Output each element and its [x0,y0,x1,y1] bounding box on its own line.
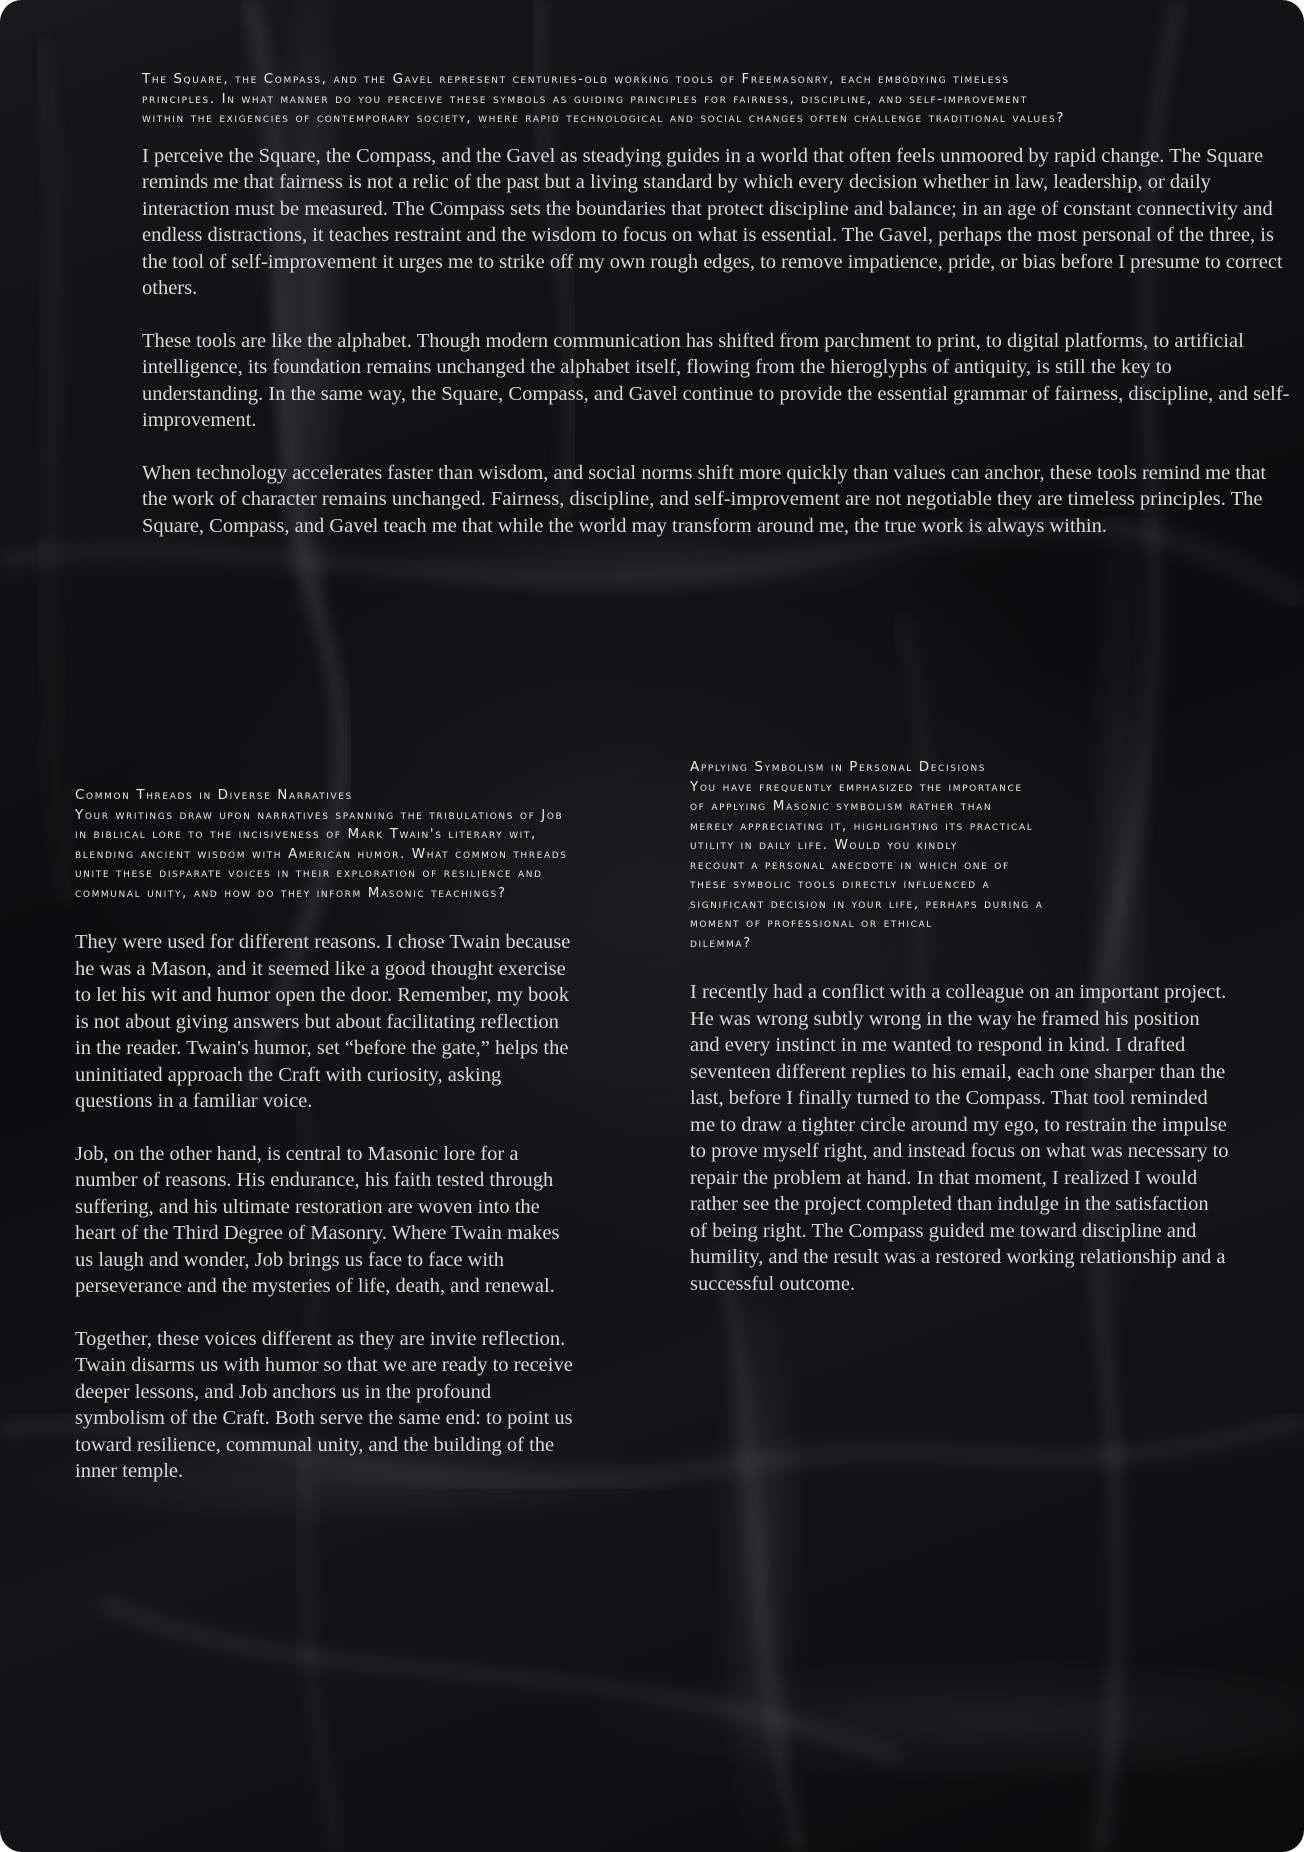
question-line: significant decision in your life, perhaps during a [690,895,1044,912]
question-answer-right [690,758,1230,1297]
answer-paragraph: They were used for different reasons. I chose Twain because he was a Mason, and it seemed like a good thought exercise to let his wit and humor open the door. Remember, my book is not about giving answers but about facilitating reflection in the reader. Twain's humor, set “before the gate,” helps the uninitiated approach the Craft with curiosity, asking questions in a familiar voice. [75,931,571,1112]
answer-paragraph: Together, these voices different as they are invite reflection. Twain disarms us with humor so that we are ready to receive deeper lessons, and Job anchors us in the profound symbolism of the Craft. Both serve the same end: to point us toward resilience, communal unity, and the building of the inner temple. [75,1327,573,1482]
answer-paragraph: Job, on the other hand, is central to Masonic lore for a number of reasons. His endurance, his faith tested through suffering, and his ultimate restoration are woven into the heart of the Third Degree of Masonry. Where Twain makes us laugh and wonder, Job brings us face to face with perseverance and the mysteries of life, death, and renewal. [75,1142,560,1297]
question-line: dilemma? [690,934,752,951]
answer-paragraph: These tools are like the alphabet. Though modern communication has shifted from parchment to print, to digital platforms, to artificial intelligence, its foundation remains unchanged the alphabet itself, flowing from the hieroglyphs of antiquity, is still the key to understanding. In the same way, the Square, Compass, and Gavel continue to provide the essential grammar of fairness, discipline, and self-improvement. [142,329,1290,431]
question-text: The Square, the Compass, and the Gavel represent centuries-old working tools of Freemasonry, each embodying timeless principles. In what manner do you perceive these symbols as guiding principles for fairness, discipline, and self-improvement within the exigencies of contemporary society, where rapid technological and social changes often challenge traditional values? [142,71,1066,126]
answer-body [690,979,1230,1297]
answer-paragraph: I perceive the Square, the Compass, and the Gavel as steadying guides in a world that often feels unmoored by rapid change. The Square reminds me that fairness is not a relic of the past but a living standard by which every decision whether in law, leadership, or daily interaction must be measured. The Compass sets the boundaries that protect discipline and balance; in an age of constant connectivity and endless distractions, it teaches restraint and the wisdom to focus on what is essential. The Gavel, perhaps the most personal of the three, is the tool of self-improvement it urges me to strike off my own rough edges, to remove impatience, pride, or bias before I presume to correct others. [142,144,1283,299]
section-title: Common Threads in Diverse Narratives [75,787,353,803]
question-line: these symbolic tools directly influenced a [690,876,991,892]
answer-paragraph: I recently had a conflict with a colleague on an important project. He was wrong subtly wrong in the way he framed his position and every instinct in me wanted to respond in kind. I drafted seventeen different replies to his email, each one sharper than the last, before I finally turned to the Compass. That tool reminded me to draw a tighter circle around my ego, to restrain the impulse to prove myself right, and instead focus on what was necessary to repair the problem at hand. In that moment, I realized I would rather see the project completed than indulge in the satisfaction of being right. The Compass guided me toward discipline and humility, and the result was a restored working relationship and a successful outcome. [690,981,1229,1295]
question-line: You have frequently emphasized the importance [690,778,1023,795]
question-answer-top [142,70,1292,539]
question-block [75,786,575,903]
question-line: of applying Masonic symbolism rather than [690,798,993,814]
question-line: merely appreciating it, highlighting its practical [690,817,1034,834]
question-line: recount a personal anecdote in which one of [690,856,1010,873]
question-text: Your writings draw upon narratives spanning the tribulations of Job in biblical lore to the incisiveness of Mark Twain's literary wit, blending ancient wisdom with American humor. What common threads unite these disparate voices in their exploration of resilience and communal unity, and how do they inform Masonic teachings? [75,806,568,901]
question-block [690,758,1210,953]
answer-body [142,143,1292,540]
question-answer-left [75,786,575,1485]
question-line: moment of professional or ethical [690,915,933,931]
question-line: utility in daily life. Would you kindly [690,837,958,853]
answer-body [75,929,575,1485]
answer-paragraph: When technology accelerates faster than wisdom, and social norms shift more quickly than values can anchor, these tools remind me that the work of character remains unchanged. Fairness, discipline, and self-improvement are not negotiable they are timeless principles. The Square, Compass, and Gavel teach me that while the world may transform around me, the true work is always within. [142,461,1267,537]
section-title: Applying Symbolism in Personal Decisions [690,759,987,775]
